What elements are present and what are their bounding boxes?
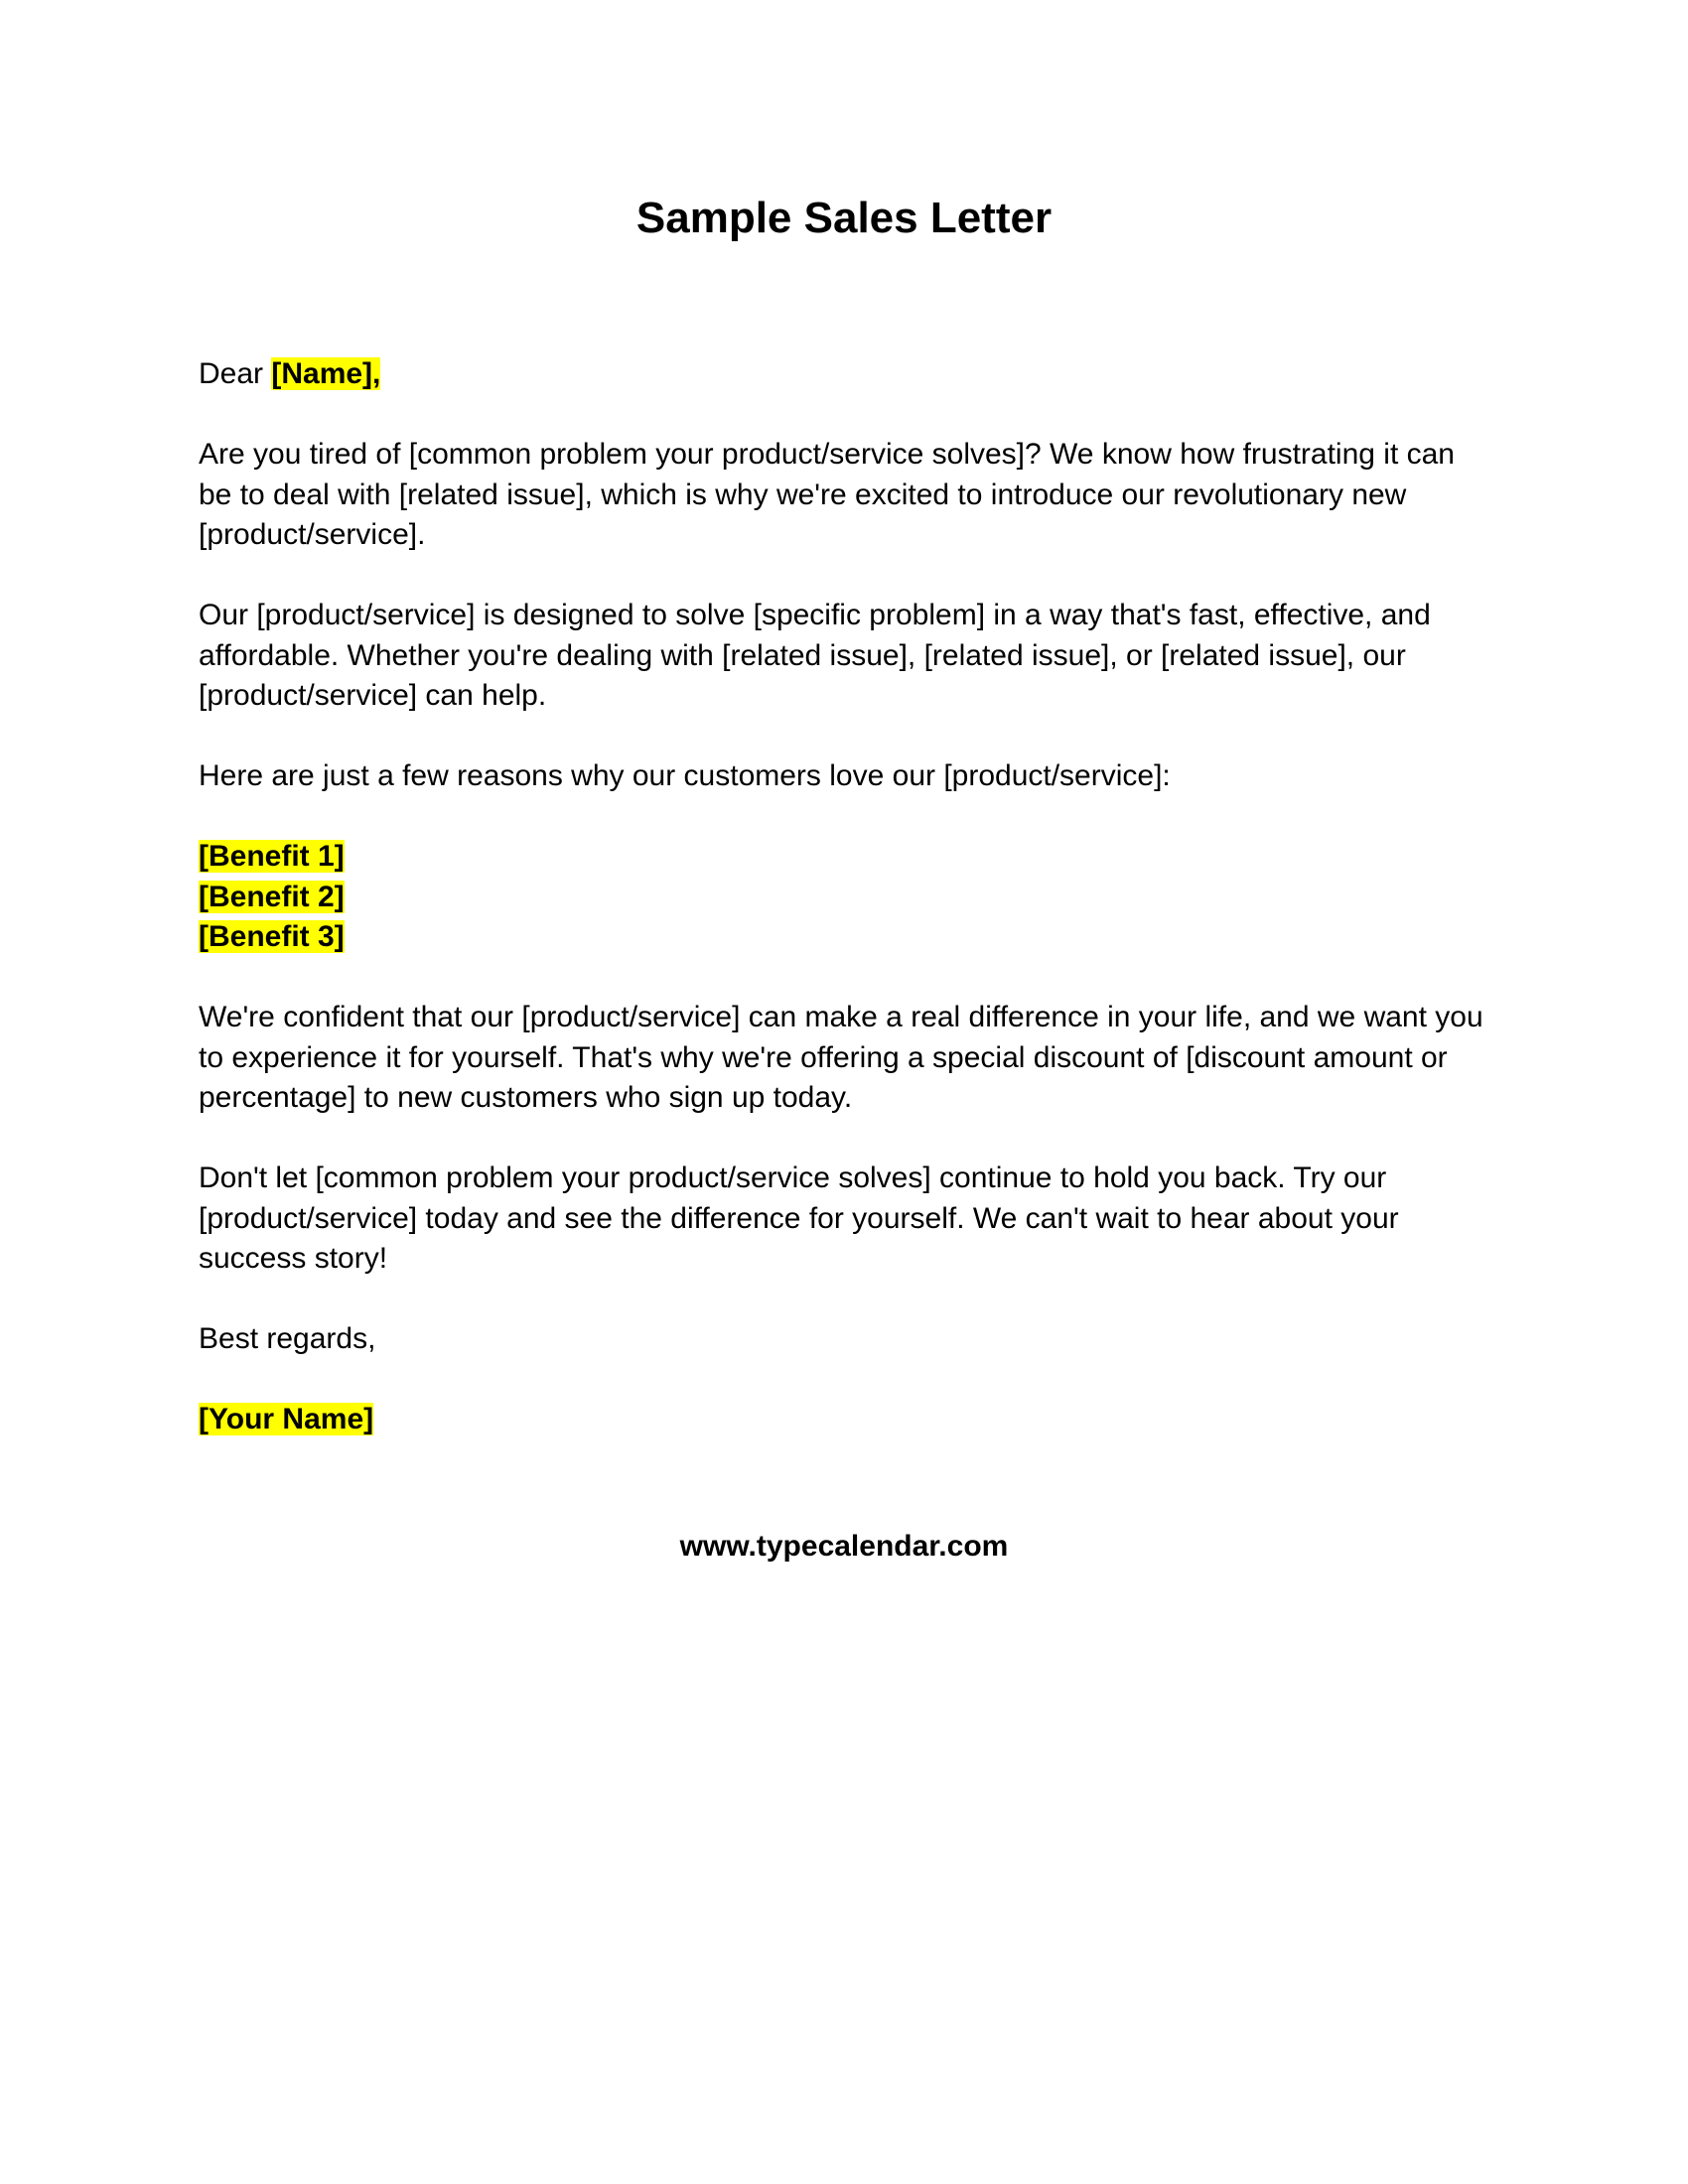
signature-placeholder: [Your Name] — [199, 1403, 374, 1435]
salutation-prefix: Dear — [199, 357, 272, 390]
benefit-item: [Benefit 1] — [199, 840, 345, 873]
signature — [199, 1400, 1489, 1440]
paragraph-reasons: Here are just a few reasons why our customers love our [product/service]: — [199, 759, 1171, 792]
document-title: Sample Sales Letter — [635, 194, 1053, 242]
paragraph-solution: Our [product/service] is designed to solve [specific problem] in a way that's fast, effective, and affordable. Whether you're dealing with [related issue], [related issue], or [related issue], our [product/service] can help. — [199, 599, 1431, 712]
benefit-item: [Benefit 3] — [199, 920, 345, 953]
signoff: Best regards, — [199, 1322, 376, 1355]
paragraph-offer: We're confident that our [product/service] can make a real difference in your life, and we want you to experience it for yourself. That's why we're offering a special discount of [discount amount or percentage] to new customers who sign up today. — [199, 1001, 1483, 1114]
recipient-name-placeholder: [Name], — [271, 357, 381, 390]
salutation — [199, 354, 1489, 395]
paragraph-intro: Are you tired of [common problem your product/service solves]? We know how frustrating it can be to deal with [related issue], which is why we're excited to introduce our revolutionary new [product/service]. — [199, 438, 1455, 551]
benefits-list — [199, 837, 1489, 958]
benefit-item: [Benefit 2] — [199, 880, 345, 913]
footer-url[interactable]: www.typecalendar.com — [679, 1530, 1009, 1563]
letter-body — [199, 354, 1489, 1440]
paragraph-call-to-action: Don't let [common problem your product/service solves] continue to hold you back. Try our [product/service] today and see the difference for yourself. We can't wait to hear about your success story! — [199, 1161, 1399, 1275]
